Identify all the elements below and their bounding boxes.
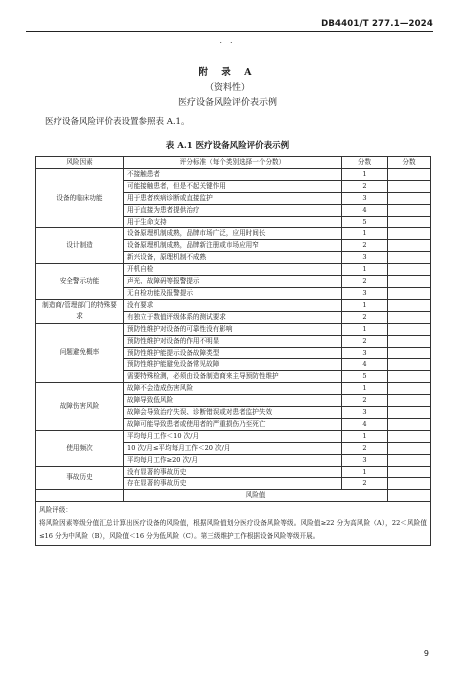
risk-factor-cell: 设备的临床功能 xyxy=(36,168,124,228)
risk-factor-cell: 设计制造 xyxy=(36,228,124,264)
score-cell: 3 xyxy=(342,347,388,359)
assigned-score-cell xyxy=(388,276,431,288)
risk-factor-cell: 制造商/管理部门的特殊要求 xyxy=(36,299,124,323)
appendix-label: 附 录 A xyxy=(198,67,257,78)
table-row xyxy=(36,383,431,395)
criterion-cell: 声光、故障码等报警提示 xyxy=(124,276,342,288)
score-cell: 1 xyxy=(342,168,388,180)
assigned-score-cell xyxy=(388,430,431,442)
risk-factor-cell: 安全警示功能 xyxy=(36,264,124,300)
score-cell: 3 xyxy=(342,407,388,419)
table-row xyxy=(36,323,431,335)
criterion-cell: 故障导致低风险 xyxy=(124,395,342,407)
assigned-score-cell xyxy=(388,442,431,454)
risk-value-label: 风险值 xyxy=(124,490,388,502)
risk-rating-note xyxy=(36,502,431,546)
score-cell: 1 xyxy=(342,430,388,442)
score-cell: 4 xyxy=(342,359,388,371)
score-cell: 4 xyxy=(342,418,388,430)
appendix-type: （资料性） xyxy=(204,83,250,93)
assigned-score-cell xyxy=(388,478,431,490)
score-cell: 1 xyxy=(342,264,388,276)
assigned-score-cell xyxy=(388,311,431,323)
score-cell: 1 xyxy=(342,466,388,478)
assigned-score-cell xyxy=(388,466,431,478)
criterion-cell: 有独立于数值评级体系的测试要求 xyxy=(124,311,342,323)
score-cell: 2 xyxy=(342,276,388,288)
score-cell: 2 xyxy=(342,335,388,347)
header-cell: 分数 xyxy=(388,157,431,169)
criterion-cell: 平均每月工作≥20 次/月 xyxy=(124,454,342,466)
risk-factor-cell: 故障伤害风险 xyxy=(36,383,124,431)
score-cell: 1 xyxy=(342,228,388,240)
risk-value-row xyxy=(36,490,431,502)
table-row xyxy=(36,430,431,442)
score-cell: 5 xyxy=(342,371,388,383)
assigned-score-cell xyxy=(388,287,431,299)
assigned-score-cell xyxy=(388,383,431,395)
risk-value-cell xyxy=(388,490,431,502)
assigned-score-cell xyxy=(388,216,431,228)
header-cell: 分数 xyxy=(342,157,388,169)
criterion-cell: 用于患者疾病诊断或直接监护 xyxy=(124,192,342,204)
criterion-cell: 开机自检 xyxy=(124,264,342,276)
assigned-score-cell xyxy=(388,371,431,383)
appendix-title: 医疗设备风险评价表示例 xyxy=(177,98,277,108)
assigned-score-cell xyxy=(388,359,431,371)
criterion-cell: 平均每月工作＜10 次/月 xyxy=(124,430,342,442)
criterion-cell: 设备原理机制成熟，品牌市场广泛，应用时间长 xyxy=(124,228,342,240)
note-row xyxy=(36,502,431,546)
table-header-row xyxy=(36,157,431,169)
criterion-cell: 预防性维护对设备的可靠性没有影响 xyxy=(124,323,342,335)
assigned-score-cell xyxy=(388,204,431,216)
score-cell: 3 xyxy=(342,192,388,204)
assigned-score-cell xyxy=(388,299,431,311)
header-rule xyxy=(26,31,433,32)
blank-cell xyxy=(36,490,124,502)
table-row xyxy=(36,228,431,240)
table-row xyxy=(36,466,431,478)
assigned-score-cell xyxy=(388,228,431,240)
risk-factor-cell: 问题避免概率 xyxy=(36,323,124,383)
score-cell: 1 xyxy=(342,383,388,395)
assigned-score-cell xyxy=(388,454,431,466)
assigned-score-cell xyxy=(388,192,431,204)
assigned-score-cell xyxy=(388,240,431,252)
table-row xyxy=(36,299,431,311)
criterion-cell: 没有显著的事故历史 xyxy=(124,466,342,478)
score-cell: 2 xyxy=(342,240,388,252)
criterion-cell: 预防性维护能提示设备故障类型 xyxy=(124,347,342,359)
criterion-cell: 新兴设备，原理机制不成熟 xyxy=(124,252,342,264)
criterion-cell: 用于直接为患者提供治疗 xyxy=(124,204,342,216)
intro-paragraph: 医疗设备风险评价表设置参照表 A.1。 xyxy=(45,117,190,127)
note-title: 风险评级： xyxy=(39,506,72,515)
criterion-cell: 设备原理机制成熟，品牌新注册或市场应用窄 xyxy=(124,240,342,252)
assigned-score-cell xyxy=(388,418,431,430)
criterion-cell: 预防性维护对设备的作用不明显 xyxy=(124,335,342,347)
criterion-cell: 没有要求 xyxy=(124,299,342,311)
table-row xyxy=(36,264,431,276)
criterion-cell: 不接触患者 xyxy=(124,168,342,180)
criterion-cell: 无自检功能及报警提示 xyxy=(124,287,342,299)
risk-factor-cell: 使用频次 xyxy=(36,430,124,466)
assigned-score-cell xyxy=(388,180,431,192)
note-body: 将风险因素等级分值汇总计算出医疗设备的风险值，根据风险值划分医疗设备风险等级。风险值≥22 分为高风险（A），22＜风险值≤16 分为中风险（B），风险值＜16 分为低风险（C）。第三级维护工作根据设备风险等级开展。 xyxy=(39,519,427,541)
criterion-cell: 存在显著的事故历史 xyxy=(124,478,342,490)
score-cell: 1 xyxy=(342,323,388,335)
criterion-cell: 故障可能导致患者或使用者的严重损伤乃至死亡 xyxy=(124,418,342,430)
assigned-score-cell xyxy=(388,407,431,419)
assigned-score-cell xyxy=(388,347,431,359)
score-cell: 4 xyxy=(342,204,388,216)
risk-factor-cell: 事故历史 xyxy=(36,466,124,490)
criterion-cell: 预防性维护能避免设备常见故障 xyxy=(124,359,342,371)
score-cell: 2 xyxy=(342,311,388,323)
assigned-score-cell xyxy=(388,323,431,335)
assigned-score-cell xyxy=(388,395,431,407)
score-cell: 3 xyxy=(342,252,388,264)
header-cell: 评分标准（每个类别选择一个分数） xyxy=(124,157,342,169)
risk-evaluation-table xyxy=(35,156,431,546)
standard-number: DB4401/T 277.1—2024 xyxy=(321,19,433,29)
page-number: 9 xyxy=(423,649,429,658)
criterion-cell: 故障不会造成伤害风险 xyxy=(124,383,342,395)
table-caption: 表 A.1 医疗设备风险评价表示例 xyxy=(165,141,290,151)
header-cell: 风险因素 xyxy=(36,157,124,169)
header-dots: . . xyxy=(219,37,236,45)
score-cell: 3 xyxy=(342,454,388,466)
criterion-cell: 10 次/月≤平均每月工作＜20 次/月 xyxy=(124,442,342,454)
table-row xyxy=(36,168,431,180)
score-cell: 1 xyxy=(342,299,388,311)
criterion-cell: 需要特殊检测，必须由设备制造商来主导预防性维护 xyxy=(124,371,342,383)
assigned-score-cell xyxy=(388,264,431,276)
score-cell: 2 xyxy=(342,395,388,407)
score-cell: 2 xyxy=(342,180,388,192)
criterion-cell: 故障会导致治疗失误、诊断错误或对患者监护失效 xyxy=(124,407,342,419)
score-cell: 2 xyxy=(342,478,388,490)
assigned-score-cell xyxy=(388,168,431,180)
score-cell: 2 xyxy=(342,442,388,454)
criterion-cell: 用于生命支持 xyxy=(124,216,342,228)
score-cell: 3 xyxy=(342,287,388,299)
criterion-cell: 可能接触患者，但是不起关键作用 xyxy=(124,180,342,192)
assigned-score-cell xyxy=(388,252,431,264)
score-cell: 5 xyxy=(342,216,388,228)
assigned-score-cell xyxy=(388,335,431,347)
